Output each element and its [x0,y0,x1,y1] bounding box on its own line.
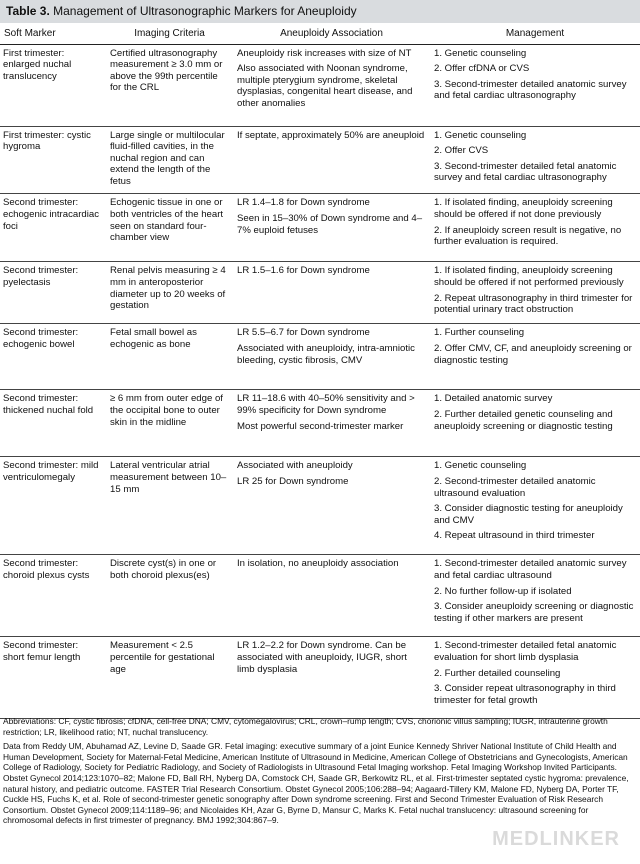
management-item: 3. Consider repeat ultrasonography in third trimester for fetal growth [434,683,616,706]
imaging-criteria-item: Renal pelvis measuring ≥ 4 mm in anteroposterior diameter up to 20 weeks of gestation [110,265,226,312]
imaging-criteria-item: Discrete cyst(s) in one or both choroid plexus(es) [110,558,217,582]
management-item: 2. No further follow-up if isolated [434,585,572,597]
management-cell [430,44,640,126]
aneuploidy-association-cell [233,262,430,324]
management-cell [430,126,640,194]
table-body [0,44,640,719]
header-soft-marker: Soft Marker [0,24,106,44]
management-item: 1. Second-trimester detailed anatomic survey and fetal cardiac ultrasound [434,558,627,582]
management-item: 4. Repeat ultrasound in third trimester [434,530,595,542]
aneuploidy-association-item: Most powerful second-trimester marker [237,420,404,432]
aneuploidy-association-cell [233,324,430,390]
aneuploidy-association-item: Associated with aneuploidy, intra-amniotic bleeding, cystic fibrosis, CMV [237,343,415,366]
aneuploidy-association-item: LR 25 for Down syndrome [237,476,349,488]
imaging-criteria-cell [106,194,233,262]
management-cell [430,637,640,719]
aneuploidy-association-cell [233,390,430,457]
imaging-criteria-item: Certified ultrasonography measurement ≥ 3.0 mm or above the 99th percentile for the CRL [110,47,223,94]
aneuploidy-association-cell [233,126,430,194]
management-item: 2. Offer cfDNA or CVS [434,63,530,75]
management-item: 1. Second-trimester detailed fetal anatomic evaluation for short limb dysplasia [434,640,617,664]
table-row [0,390,640,457]
aneuploidy-association-item: LR 1.4–1.8 for Down syndrome [237,197,370,209]
table-title-text: Management of Ultrasonographic Markers for Aneuploidy [49,4,357,18]
imaging-criteria-item: Large single or multilocular fluid-filled cavities, in the nuchal region and can extend the length of the fetus [110,129,225,187]
aneuploidy-association-item: LR 11–18.6 with 40–50% sensitivity and > 99% specificity for Down syndrome [237,393,415,417]
aneuploidy-association-cell [233,457,430,555]
table-row [0,194,640,262]
management-item: 2. Second-trimester detailed anatomic ultrasound evaluation [434,476,596,499]
aneuploidy-association-cell [233,637,430,719]
soft-marker-cell: Second trimester: thickened nuchal fold [0,390,106,457]
imaging-criteria-cell [106,324,233,390]
table-footer [3,716,637,830]
management-item: 2. Further detailed counseling [434,667,561,679]
management-item: 3. Consider diagnostic testing for aneuploidy and CMV [434,503,623,526]
soft-marker-cell: First trimester: enlarged nuchal translucency [0,44,106,126]
imaging-criteria-cell [106,126,233,194]
header-aneuploidy-association: Aneuploidy Association [233,24,430,44]
aneuploidy-association-item: If septate, approximately 50% are aneuploid [237,129,425,141]
table-row [0,324,640,390]
management-item: 1. Detailed anatomic survey [434,393,553,405]
management-item: 1. If isolated finding, aneuploidy screening should be offered if not done previously [434,197,613,221]
table-row [0,637,640,719]
imaging-criteria-cell [106,457,233,555]
imaging-criteria-item: Lateral ventricular atrial measurement between 10–15 mm [110,460,227,495]
soft-marker-cell: Second trimester: choroid plexus cysts [0,555,106,637]
management-item: 1. Genetic counseling [434,47,527,59]
management-item: 2. Offer CMV, CF, and aneuploidy screening or diagnostic testing [434,343,632,366]
header-management: Management [430,24,640,44]
soft-marker-cell: Second trimester: pyelectasis [0,262,106,324]
aneuploidy-association-item: Associated with aneuploidy [237,460,353,472]
management-item: 1. Genetic counseling [434,460,527,472]
management-cell [430,262,640,324]
aneuploidy-association-item: LR 1.5–1.6 for Down syndrome [237,265,370,277]
management-item: 3. Consider aneuploidy screening or diagnostic testing if other markers are present [434,601,634,624]
imaging-criteria-item: Echogenic tissue in one or both ventricles of the heart seen on standard four-chamber view [110,197,224,244]
table-row [0,126,640,194]
aneuploidy-association-item: In isolation, no aneuploidy association [237,558,399,570]
management-cell [430,457,640,555]
management-item: 2. If aneuploidy screen result is negative, no further evaluation is required. [434,224,622,248]
aneuploidy-association-item: LR 5.5–6.7 for Down syndrome [237,327,370,339]
aneuploidy-association-cell [233,555,430,637]
imaging-criteria-cell [106,555,233,637]
management-cell [430,324,640,390]
soft-marker-cell: Second trimester: mild ventriculomegaly [0,457,106,555]
imaging-criteria-cell [106,637,233,719]
header-imaging-criteria: Imaging Criteria [106,24,233,44]
management-item: 3. Second-trimester detailed anatomic survey and fetal cardiac ultrasonography [434,78,627,102]
management-item: 3. Second-trimester detailed fetal anatomic survey and fetal cardiac ultrasonography [434,160,617,184]
table-number: Table 3. [6,4,50,18]
soft-marker-cell: Second trimester: short femur length [0,637,106,719]
aneuploidy-association-item: Aneuploidy risk increases with size of NT [237,47,412,59]
table-row [0,555,640,637]
aneuploidy-association-item: LR 1.2–2.2 for Down syndrome. Can be associated with aneuploidy, IUGR, short limb dysplasia [237,640,407,675]
management-item: 2. Repeat ultrasonography in third trimester for potential urinary tract obstruction [434,292,633,316]
imaging-criteria-item: ≥ 6 mm from outer edge of the occipital bone to outer skin in the midline [110,393,223,428]
table-row [0,457,640,555]
table-title [0,0,640,23]
table-row [0,44,640,126]
aneuploidy-association-cell [233,44,430,126]
sources-note: Data from Reddy UM, Abuhamad AZ, Levine D, Saade GR. Fetal imaging: executive summary of a joint Eunice Kennedy Shriver National Institute of Child Health and Human Development, Society for Maternal-Fetal Medicine, American Institute of Ultrasound in Medicine, American College of Obstetricians and Gynecologists, American College of Radiology, Society for Pediatric Radiology, and Society of Radiologists in Ultrasound Fetal Imaging workshop. Fetal Imaging Workshop Invited Participants. Obstet Gynecol 2014;123:1070–82; Malone FD, Ball RH, Nyberg DA, Comstock CH, Saade GR, Berkowitz RL, et al. First-trimester septated cystic hygroma: prevalence, natural history, and pediatric outcome. FASTER Trial Research Consortium. Obstet Gynecol 2005;106:288–94; Aagaard-Tillery KM, Malone FD, Nyberg DA, Porter TF, Cuckle HS, Fuchs K, et al. Role of second-trimester genetic sonography after Down syndrome screening. First and Second Trimester Evaluation of Risk Research Consortium. Obstet Gynecol 2009;114:1189–96; and Nicolaides KH, Azar G, Byrne D, Mansur C, Marks K. Fetal nuchal translucency: ultrasound screening for chromosomal defects in first trimester of pregnancy. BMJ 1992;304:867–9. [3,741,629,826]
watermark-logo: MEDLINKER [492,828,620,851]
aneuploidy-association-cell [233,194,430,262]
aneuploidy-association-item: Also associated with Noonan syndrome, multiple pterygium syndrome, skeletal dysplasias, congenital heart disease, and other anomalies [237,63,413,109]
management-cell [430,390,640,457]
imaging-criteria-cell [106,44,233,126]
markers-table [0,24,640,719]
management-item: 1. Further counseling [434,327,525,339]
soft-marker-cell: First trimester: cystic hygroma [0,126,106,194]
imaging-criteria-cell [106,262,233,324]
soft-marker-cell: Second trimester: echogenic intracardiac foci [0,194,106,262]
abbreviations-note: Abbreviations: CF, cystic fibrosis; cfDNA, cell-free DNA; CMV, cytomegalovirus; CRL, crown–rump length; CVS, chorionic villus sampling; IUGR, intrauterine growth restriction; LR, likelihood ratio; NT, nuchal translucency. [3,716,608,737]
imaging-criteria-item: Measurement < 2.5 percentile for gestational age [110,640,215,675]
imaging-criteria-item: Fetal small bowel as echogenic as bone [110,327,197,351]
management-cell [430,555,640,637]
management-item: 2. Further detailed genetic counseling and aneuploidy screening or diagnostic testing [434,409,613,432]
management-item: 2. Offer CVS [434,145,489,157]
aneuploidy-association-item: Seen in 15–30% of Down syndrome and 4–7% euploid fetuses [237,213,423,236]
table-row [0,262,640,324]
management-cell [430,194,640,262]
soft-marker-cell: Second trimester: echogenic bowel [0,324,106,390]
management-item: 1. If isolated finding, aneuploidy screening should be offered if not performed previously [434,265,624,289]
imaging-criteria-cell [106,390,233,457]
management-item: 1. Genetic counseling [434,129,527,141]
header-row [0,24,640,44]
